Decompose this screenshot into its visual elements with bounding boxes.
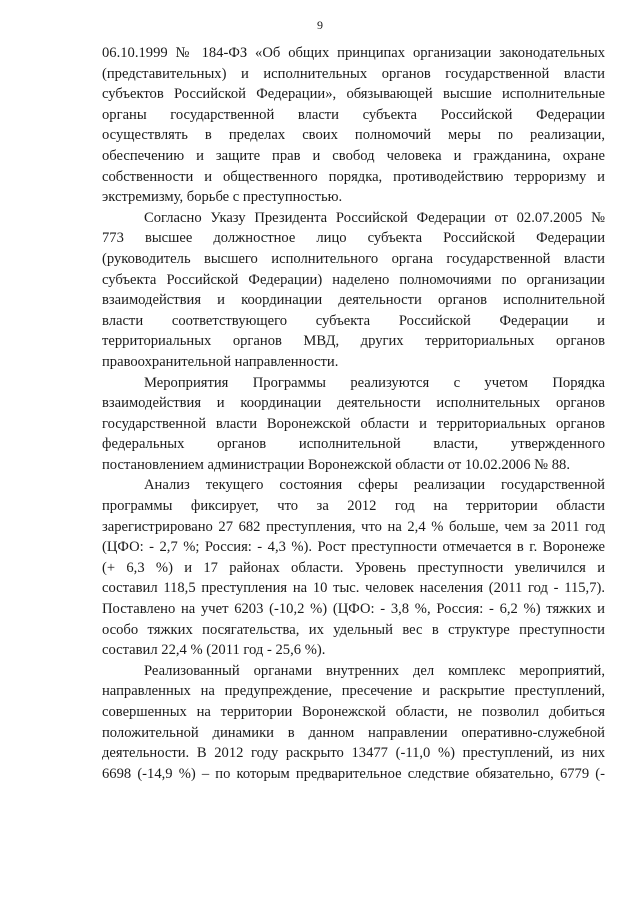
text-line: субъектов Российской Федерации», обязывающей высшие исполнительные bbox=[102, 86, 605, 103]
text-line: положительной динамики в данном направлении оперативно-служебной bbox=[102, 724, 605, 741]
text-line: 773 высшее должностное лицо субъекта Российской Федерации bbox=[102, 230, 605, 247]
text-line: программы фиксирует, что за 2012 год на территории области bbox=[102, 498, 605, 515]
text-line: экстремизму, борьбе с преступностью. bbox=[102, 189, 343, 206]
text-line: деятельности. В 2012 году раскрыто 13477 (-11,0 %) преступлений, из них bbox=[102, 745, 605, 762]
text-line: субъекта Российской Федерации) наделено полномочиями по организации bbox=[102, 271, 605, 288]
paragraph bbox=[102, 661, 605, 785]
text-line: органы государственной власти субъекта Российской Федерации bbox=[102, 106, 605, 123]
text-line: направленных на предупреждение, пресечение и раскрытие преступлений, bbox=[102, 683, 605, 700]
paragraph bbox=[102, 373, 605, 476]
text-line: зарегистрировано 27 682 преступления, что на 2,4 % больше, чем за 2011 год bbox=[102, 518, 605, 535]
text-line: Анализ текущего состояния сферы реализации государственной bbox=[144, 477, 605, 494]
text-line: власти соответствующего субъекта Российской Федерации и bbox=[102, 312, 605, 329]
text-line: Реализованный органами внутренних дел комплекс мероприятий, bbox=[144, 662, 605, 679]
text-line: (ЦФО: - 2,7 %; Россия: - 4,3 %). Рост преступности отмечается в г. Воронеже bbox=[102, 539, 605, 556]
text-line: Мероприятия Программы реализуются с учетом Порядка bbox=[144, 374, 605, 391]
paragraph bbox=[102, 208, 605, 373]
text-line: 06.10.1999 № 184-ФЗ «Об общих принципах организации законодательных bbox=[102, 45, 605, 61]
text-line: особо тяжких посягательства, их удельный вес в структуре преступности bbox=[102, 621, 605, 638]
text-line: 6698 (-14,9 %) – по которым предварительное следствие обязательно, 6779 (- bbox=[102, 765, 605, 782]
text-line: составил 118,5 преступления на 10 тыс. человек населения (2011 год - 115,7). bbox=[102, 580, 605, 597]
text-line: осуществлять в пределах своих полномочий меры по реализации, bbox=[102, 127, 605, 144]
paragraph bbox=[102, 475, 605, 660]
text-line: (представительных) и исполнительных органов государственной власти bbox=[102, 65, 605, 82]
text-line: федеральных органов исполнительной власти, утвержденного bbox=[102, 436, 605, 453]
text-line: составил 22,4 % (2011 год - 25,6 %). bbox=[102, 642, 326, 659]
text-line: (руководитель высшего исполнительного органа государственной власти bbox=[102, 250, 605, 267]
paragraph bbox=[102, 43, 605, 208]
text-line: Поставлено на учет 6203 (-10,2 %) (ЦФО: - 3,8 %, Россия: - 6,2 %) тяжких и bbox=[102, 601, 605, 618]
text-line: постановлением администрации Воронежской области от 10.02.2006 № 88. bbox=[102, 456, 570, 473]
text-line: (+ 6,3 %) и 17 районах области. Уровень преступности увеличился и bbox=[102, 559, 605, 576]
text-line: совершенных на территории Воронежской области, не позволил добиться bbox=[102, 704, 605, 720]
text-line: собственности и общественного порядка, противодействию терроризму и bbox=[102, 168, 605, 185]
page-number: 9 bbox=[317, 18, 323, 32]
text-line: обеспечению и защите прав и свобод человека и гражданина, охране bbox=[102, 147, 605, 164]
document-body bbox=[102, 43, 605, 784]
text-line: взаимодействия и координации деятельности исполнительных органов bbox=[102, 395, 605, 412]
text-line: Согласно Указу Президента Российской Федерации от 02.07.2005 № bbox=[144, 209, 605, 226]
text-line: взаимодействия и координации деятельности органов исполнительной bbox=[102, 292, 605, 309]
text-line: правоохранительной направленности. bbox=[102, 353, 339, 370]
text-line: государственной власти Воронежской области и территориальных органов bbox=[102, 415, 605, 432]
text-line: территориальных органов МВД, других территориальных органов bbox=[102, 333, 605, 350]
